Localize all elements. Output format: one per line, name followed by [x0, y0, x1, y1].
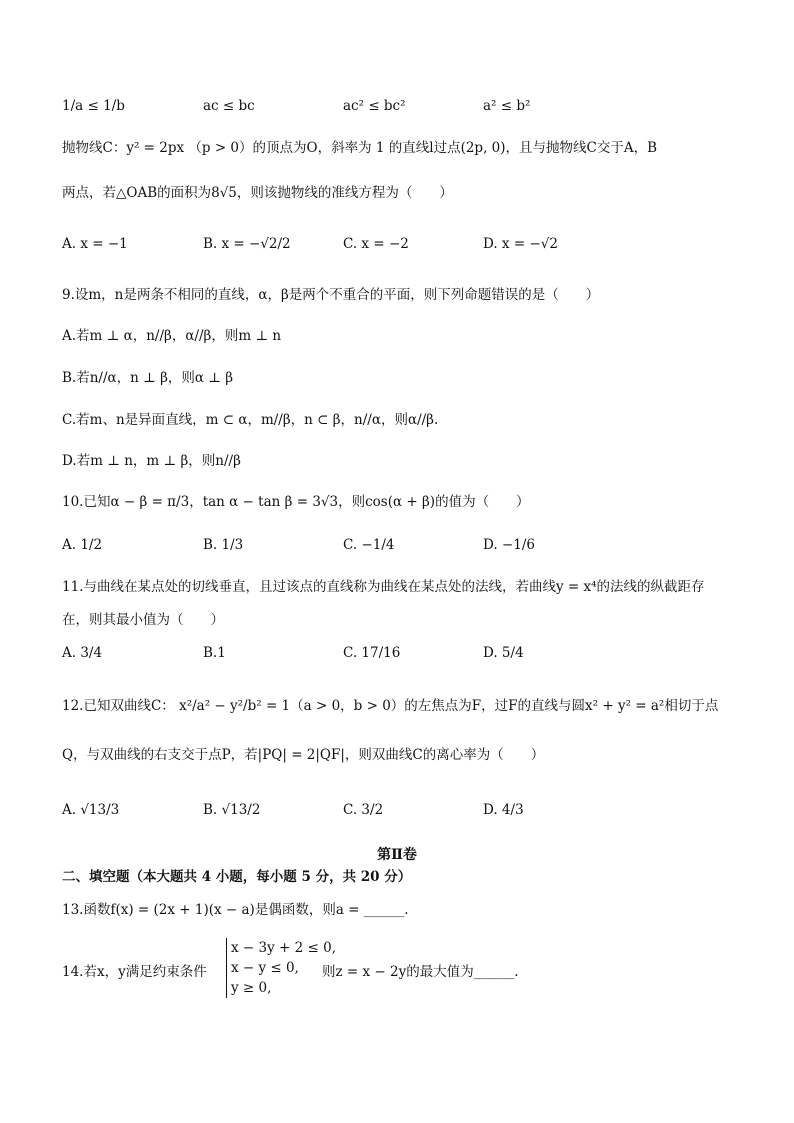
- q11-option-a: A. 3/4: [62, 645, 103, 661]
- q10-option-c: C. −1/4: [343, 537, 395, 553]
- q10-option-b: B. 1/3: [203, 537, 244, 553]
- q12-line-2: Q，与双曲线的右支交于点P，若|PQ| = 2|QF|，则双曲线C的离心率为（ ）: [62, 747, 545, 763]
- q9-option-c: C.若m、n是异面直线，m ⊂ α，m//β，n ⊂ β，n//α，则α//β.: [62, 412, 439, 428]
- q12-line-1: 12.已知双曲线C： x²/a² − y²/b² = 1（a > 0，b > 0）的左焦点为F，过F的直线与圆x² + y² = a²相切于点: [62, 698, 719, 714]
- q11-option-b: B.1: [203, 645, 226, 661]
- section-heading: 二、填空题（本大题共 4 小题，每小题 5 分，共 20 分）: [62, 869, 412, 885]
- q9-option-b: B.若n//α，n ⊥ β，则α ⊥ β: [62, 370, 234, 386]
- q7-option-a: 1/a ≤ 1/b: [62, 98, 125, 114]
- q11-line-2: 在，则其最小值为（ ）: [62, 612, 224, 628]
- q12-option-c: C. 3/2: [343, 802, 384, 818]
- q10-option-d: D. −1/6: [483, 537, 535, 553]
- q9-option-d: D.若m ⊥ n，m ⊥ β，则n//β: [62, 453, 241, 469]
- q8-option-a: A. x = −1: [62, 236, 128, 252]
- q7-option-d: a² ≤ b²: [483, 98, 531, 114]
- q14-suffix: 则z = x − 2y的最大值为______.: [322, 964, 519, 980]
- q12-option-d: D. 4/3: [483, 802, 524, 818]
- q13-text: 13.函数f(x) = (2x + 1)(x − a)是偶函数，则a = ______.: [62, 902, 409, 918]
- q14-constraint-system: [226, 938, 336, 998]
- q14-prefix: 14.若x，y满足约束条件: [62, 964, 207, 980]
- q11-option-d: D. 5/4: [483, 645, 524, 661]
- q14-constraint-2: x − y ≤ 0,: [231, 960, 299, 976]
- q9-stem: 9.设m，n是两条不相同的直线，α，β是两个不重合的平面，则下列命题错误的是（ ）: [62, 287, 600, 303]
- q14-brace: [226, 938, 336, 998]
- q11-line-1: 11.与曲线在某点处的切线垂直，且过该点的直线称为曲线在某点处的法线，若曲线y = x⁴的法线的纵截距存: [62, 579, 705, 595]
- q8-option-c: C. x = −2: [343, 236, 409, 252]
- q12-option-a: A. √13/3: [62, 802, 120, 818]
- q8-line-1: 抛物线C：y² = 2px （p > 0）的顶点为O，斜率为 1 的直线l过点(2p, 0)，且与抛物线C交于A，B: [62, 140, 658, 156]
- q11-option-c: C. 17/16: [343, 645, 401, 661]
- q7-option-b: ac ≤ bc: [203, 98, 255, 114]
- q14-constraint-1: x − 3y + 2 ≤ 0,: [231, 940, 336, 956]
- q14-constraint-3: y ≥ 0,: [231, 980, 272, 996]
- q8-line-2: 两点，若△OAB的面积为8√5，则该抛物线的准线方程为（ ）: [62, 185, 453, 201]
- q12-option-b: B. √13/2: [203, 802, 261, 818]
- q9-option-a: A.若m ⊥ α，n//β，α//β，则m ⊥ n: [62, 328, 282, 344]
- q10-option-a: A. 1/2: [62, 537, 103, 553]
- q10-stem: 10.已知α − β = π/3，tan α − tan β = 3√3，则cos(α + β)的值为（ ）: [62, 494, 530, 510]
- q8-option-d: D. x = −√2: [483, 236, 558, 252]
- q7-option-c: ac² ≤ bc²: [343, 98, 406, 114]
- q8-option-b: B. x = −√2/2: [203, 236, 291, 252]
- section-title: 第Ⅱ卷: [377, 847, 417, 863]
